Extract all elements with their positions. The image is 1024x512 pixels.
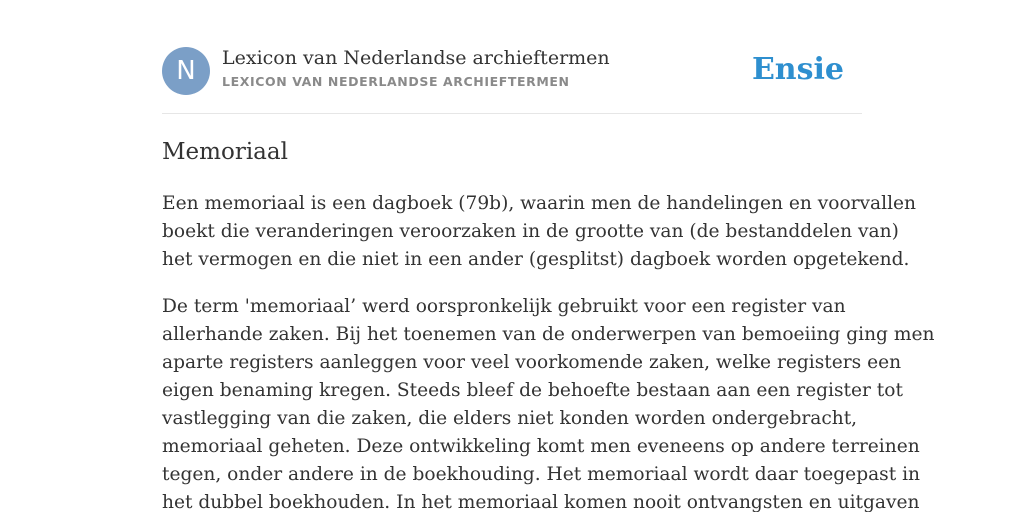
source-header [162,46,862,96]
text-line: allerhande zaken. Bij het toenemen van de onderwerpen van bemoeiing ging men [162,324,935,345]
text-line: boekt die veranderingen veroorzaken in de grootte van (de bestanddelen van) [162,221,899,242]
header-divider [162,113,862,114]
text-line: De term 'memoriaal’ werd oorspronkelijk gebruikt voor een register van [162,296,846,317]
text-line: memoriaal geheten. Deze ontwikkeling komt men eveneens op andere terreinen [162,436,920,457]
text-line: tegen, onder andere in de boekhouding. Het memoriaal wordt daar toegepast in [162,464,921,485]
ensie-logo[interactable]: Ensie [751,52,844,87]
entry-title: Memoriaal [162,139,288,165]
entry-body [162,190,935,512]
text-line: Een memoriaal is een dagboek (79b), waarin men de handelingen en voorvallen [162,193,917,214]
source-title[interactable]: Lexicon van Nederlandse archieftermen [222,47,610,69]
text-line: het dubbel boekhouden. In het memoriaal komen nooit ontvangsten en uitgaven [162,492,920,512]
source-subtitle[interactable]: LEXICON VAN NEDERLANDSE ARCHIEFTERMEN [222,74,570,89]
text-line: aparte registers aanleggen voor veel voorkomende zaken, welke registers een [162,352,902,373]
text-line: vastlegging van die zaken, die elders niet konden worden ondergebracht, [162,408,858,429]
paragraph-1 [162,190,917,274]
paragraph-2 [162,293,935,512]
text-line: eigen benaming kregen. Steeds bleef de behoefte bestaan aan een register tot [162,380,903,401]
text-line: het vermogen en die niet in een ander (gesplitst) dagboek worden opgetekend. [162,249,910,270]
avatar[interactable]: N [162,47,210,95]
